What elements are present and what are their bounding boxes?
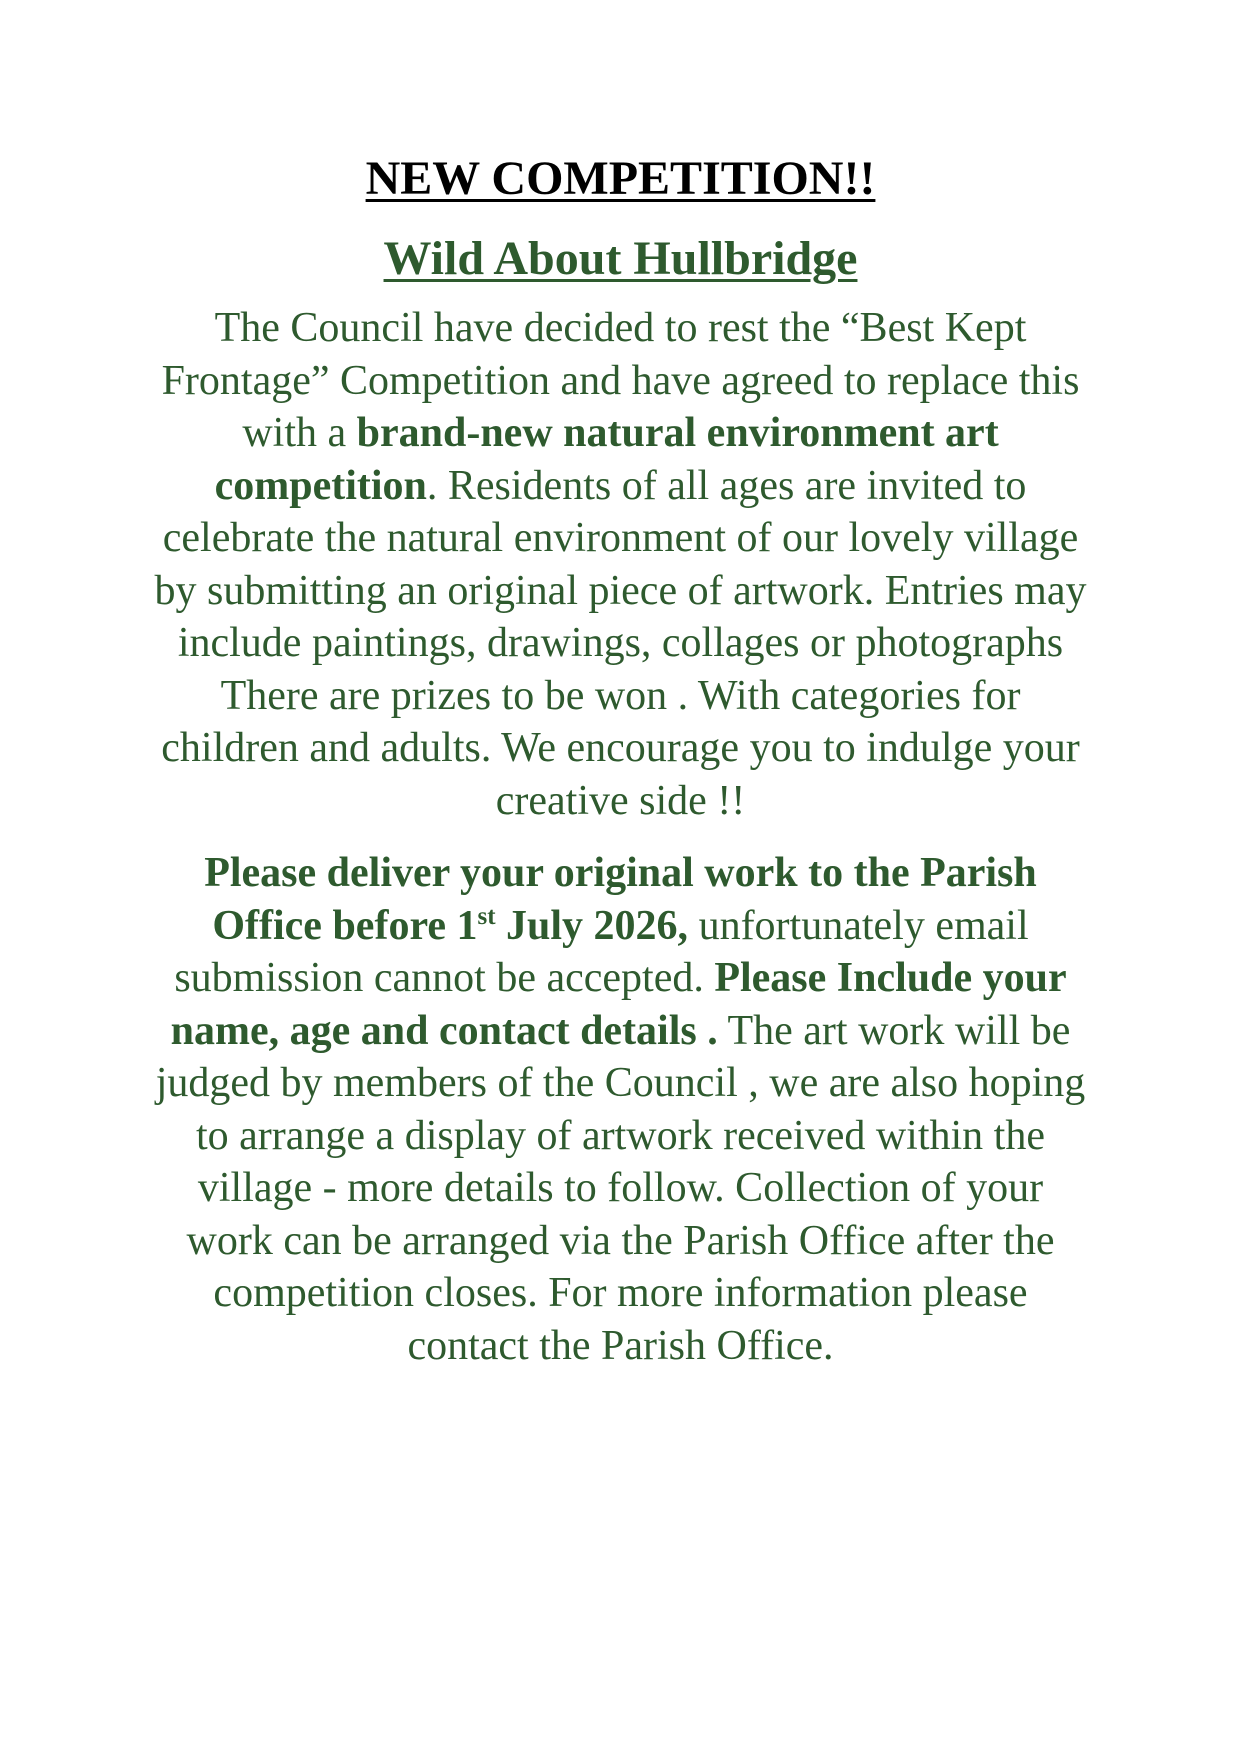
submission-paragraph <box>150 847 1091 1372</box>
include-details-instruction: Please Include your name, age and contact details . <box>170 955 1067 1054</box>
flyer-page <box>150 150 1091 1372</box>
competition-subtitle: Wild About Hullbridge <box>383 232 858 285</box>
competition-highlight: brand-new natural environment art competition <box>214 410 999 509</box>
judging-info-text: The art work will be judged by members of the Council , we are also hoping to arrange a display of artwork received within the village - more details to follow. Collection of your work can be arranged via the Parish Office after the competition closes. For more information please contact the Parish Office. <box>155 1007 1086 1369</box>
delivery-instruction: Please deliver your original work to the Parish Office before 1 <box>204 850 1037 949</box>
date-ordinal-suffix: st <box>477 902 496 930</box>
intro-text: The Council have decided to rest the “Best Kept Frontage” Competition and have agreed to replace this with a <box>161 305 1080 456</box>
email-note: unfortunately email submission cannot be accepted. <box>174 902 1029 1001</box>
intro-paragraph <box>150 302 1091 827</box>
page-title: NEW COMPETITION!! <box>365 152 876 205</box>
intro-rest-text: . Residents of all ages are invited to celebrate the natural environment of our lovely village by submitting an original piece of artwork. Entries may include paintings, drawings, collages or photographs There are prizes to be won . With categories for children and adults. We encourage you to indulge your creative side !! <box>154 462 1087 824</box>
deadline-date: July 2026, <box>495 902 689 949</box>
